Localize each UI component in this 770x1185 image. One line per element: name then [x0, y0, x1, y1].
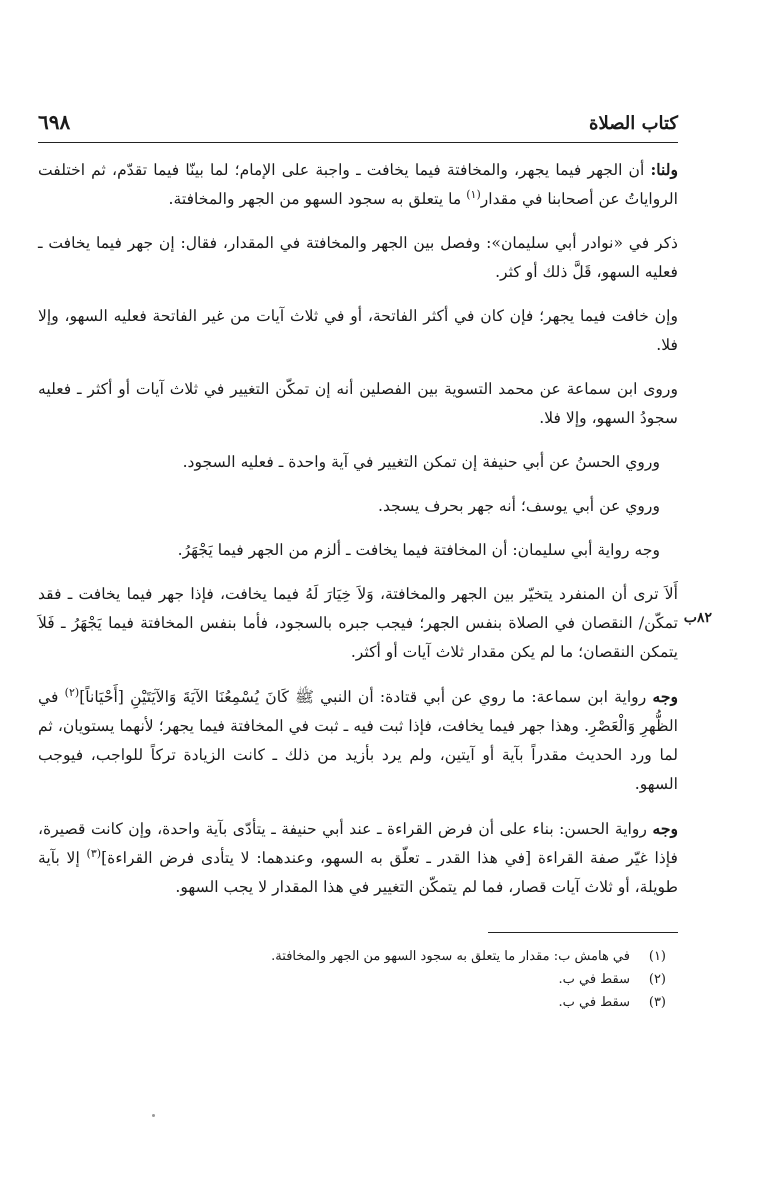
page	[38, 110, 712, 1014]
paragraph-3	[38, 302, 678, 360]
footnote-number: (٣)	[648, 995, 666, 1010]
header-rule	[38, 142, 678, 143]
paragraph-text: إلا بآية طويلة، أو ثلاث آيات قصار، فما لم يتمكّن التغيير في هذا المقدار لا يجب السهو.	[38, 849, 678, 896]
paragraph-text: وجه رواية أبي سليمان: أن المخافتة فيما يخافت ـ ألزم من الجهر فيما يَجْهَرُ.	[177, 541, 660, 559]
paragraph-text: رواية الحسن: بناء على أن فرض القراءة ـ عند أبي حنيفة ـ يتأدّى بآية واحدة، وإن كانت قصيرة، فإذا غيّر صفة القراءة [في هذا القدر ـ تعلّق به السهو، وعندهما: لا يتأدى فرض القراءة]	[38, 820, 678, 867]
footnote-text: سقط في ب.	[558, 972, 630, 987]
paragraph-9	[38, 682, 678, 799]
book-title: كتاب الصلاة	[589, 113, 678, 134]
paragraph-text: وروي الحسنُ عن أبي حنيفة إن تمكن التغيير في آية واحدة ـ فعليه السجود.	[182, 453, 660, 471]
page-header	[38, 110, 678, 138]
folio-marker: ٨٢ب	[683, 610, 712, 626]
footnote-ref: (٢)	[64, 685, 80, 699]
footnote-ref: (٣)	[86, 846, 102, 860]
paragraph-8-wrap	[38, 580, 712, 667]
paragraph-lead: وجه	[652, 819, 678, 838]
paragraph-8	[38, 580, 678, 667]
footnote-item	[38, 945, 666, 968]
footnote-rule	[488, 932, 678, 933]
page-number: ٦٩٨	[38, 110, 71, 134]
scan-speck	[152, 1114, 155, 1117]
footnote-number: (١)	[648, 949, 666, 964]
footnotes	[38, 945, 678, 1014]
footnote-text: في هامش ب: مقدار ما يتعلق به سجود السهو من الجهر والمخافتة.	[271, 949, 630, 964]
paragraph-7	[38, 536, 678, 565]
paragraph-text: وروى ابن سماعة عن محمد التسوية بين الفصلين أنه إن تمكّن التغيير في ثلاث آيات أو أكثر ـ فعليه سجودُ السهو، وإلا فلا.	[38, 380, 678, 427]
body-text	[38, 155, 712, 902]
footnote-ref: (١)	[466, 187, 481, 201]
paragraph-text: وروي عن أبي يوسف؛ أنه جهر بحرف يسجد.	[378, 497, 660, 515]
paragraph-text: في الظُّهرِ وَالْعَصْرِ. وهذا جهر فيما يخافت، فإذا ثبت فيه ـ ثبت في المخافتة فيما يجهر؛ لأنهما يستويان، ثم لما ورد الحديث مقدراً بآية أو آيتين، ولم يرد بأزيد من ذلك ـ كانت الزيادة تركاً للواجب، فيوجب السهو.	[38, 688, 678, 793]
footnote-number: (٢)	[648, 972, 666, 987]
paragraph-1	[38, 155, 678, 214]
paragraph-text: وإن خافت فيما يجهر؛ فإن كان في أكثر الفاتحة، أو في ثلاث آيات من غير الفاتحة فعليه السهو، وإلا فلا.	[38, 307, 678, 354]
paragraph-5	[38, 448, 678, 477]
paragraph-text: ذكر في «نوادر أبي سليمان»: وفصل بين الجهر والمخافتة في المقدار، فقال: إن جهر فيما يخافت ـ فعليه السهو، قَلَّ ذلك أو كثر.	[38, 234, 678, 281]
paragraph-text: ما يتعلق به سجود السهو من الجهر والمخافتة.	[168, 190, 462, 208]
paragraph-4	[38, 375, 678, 433]
paragraph-text: أن الجهر فيما يجهر، والمخافتة فيما يخافت ـ واجبة على الإمام؛ لما بينّا فيما تقدّم، ثم اختلفت الرواياتُ عن أصحابنا في مقدار	[38, 161, 678, 208]
paragraph-6	[38, 492, 678, 521]
paragraph-lead: ولنا:	[650, 160, 678, 179]
footnote-text: سقط في ب.	[558, 995, 630, 1010]
paragraph-text: أَلاَ ترى أن المنفرد يتخيّر بين الجهر والمخافتة، وَلاَ خِيَارَ لَهُ فيما يخافت، فإذا جهر فيما يخافت ـ فقد تمكّن/ النقصان في الصلاة بنفس الجهر؛ فيجب جبره بالسجود، فأما بنفس المخافتة فيما يَجْهَرُ ـ فَلاَ يتمكن النقصان؛ ما لم يكن مقدار ثلاث آيات أو أكثر.	[38, 585, 678, 661]
paragraph-10	[38, 814, 678, 902]
paragraph-lead: وجه	[652, 687, 678, 706]
footnote-item	[38, 968, 666, 991]
paragraph-2	[38, 229, 678, 287]
footnote-item	[38, 991, 666, 1014]
paragraph-text: رواية ابن سماعة: ما روي عن أبي قتادة: أن النبي ﷺ كَانَ يُسْمِعُنَا الآيَةَ وَالآيَتَيْنِ [أَحْيَاناً]	[79, 688, 647, 706]
